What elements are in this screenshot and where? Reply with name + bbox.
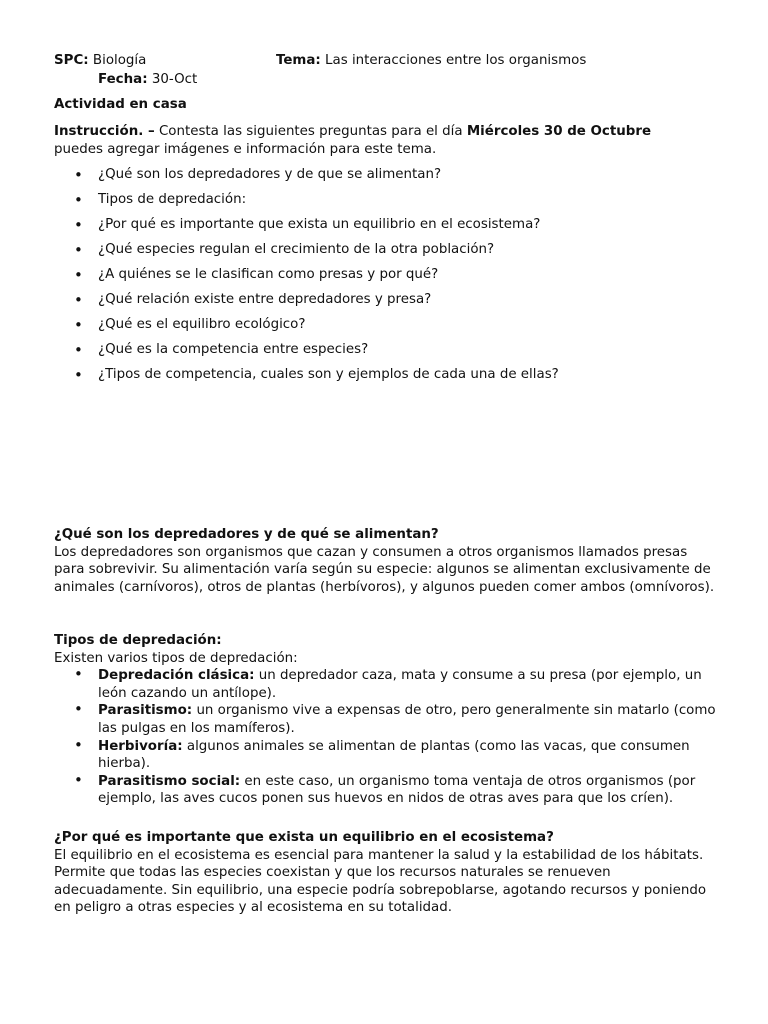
list-item [54,341,559,366]
list-item [54,770,720,808]
topic-line [276,53,586,68]
section-intro: Existen varios tipos de depredación: [54,650,298,666]
type-term: Parasitismo: [98,703,193,719]
section-paragraph: El equilibrio en el ecosistema es esencial para mantener la salud y la estabilidad de los hábitats. Permite que todas las especies coexistan y que los recursos naturales se renueven adecuadamente. Sin equilibrio, una especie podría sobrepoblarse, agotando recursos y poniendo en peligro a otras especies y al ecosistema en su totalidad. [54,847,707,916]
list-item [54,366,559,391]
instruction-text-after: puedes agregar imágenes e información para este tema. [54,142,437,157]
predation-types-list [54,667,720,808]
question-text: Tipos de depredación: [98,192,247,207]
type-term: Parasitismo social: [98,773,241,789]
type-desc: en este caso, un organismo toma ventaja de otros organismos (por ejemplo, las aves cucos ponen sus huevos en nidos de otras aves para que los críen). [98,773,696,807]
question-text: ¿Qué es la competencia entre especies? [98,342,369,357]
question-text: ¿Qué especies regulan el crecimiento de la otra población? [98,242,495,257]
date-line [98,72,197,87]
section-paragraph: Los depredadores son organismos que cazan y consumen a otros organismos llamados presas para sobrevivir. Su alimentación varía según su especie: algunos se alimentan exclusivamente de animales (carnívoros), otros de plantas (herbívoros), y algunos pueden comer ambos (omnívoros). [54,544,715,595]
question-text: ¿A quiénes se le clasifican como presas y por qué? [98,267,439,282]
fecha-label: Fecha: [98,72,148,87]
instruction-label: Instrucción. – [54,124,155,139]
bullet-icon: • [74,291,83,309]
section-heading: ¿Por qué es importante que exista un equilibrio en el ecosistema? [54,830,554,845]
answer-equilibrio [54,829,720,917]
spc-label: SPC: [54,53,89,68]
instruction-text: Contesta las siguientes preguntas para el día [158,124,463,139]
question-text: ¿Qué son los depredadores y de que se alimentan? [98,167,442,182]
bullet-icon: • [74,241,83,259]
question-text: ¿Por qué es importante que exista un equilibrio en el ecosistema? [98,217,541,232]
list-item [54,166,559,191]
bullet-icon: • [74,770,83,789]
bullet-icon: • [74,191,83,209]
list-item [54,735,720,773]
bullet-icon: • [74,166,83,184]
answer-tipos [54,632,720,808]
list-item [54,702,720,737]
bullet-icon: • [74,735,83,754]
type-desc: un organismo vive a expensas de otro, pero generalmente sin matarlo (como las pulgas en los mamíferos). [98,703,716,736]
tema-value: Las interacciones entre los organismos [325,53,587,68]
type-desc: algunos animales se alimentan de plantas (como las vacas, que consumen hierba). [98,738,690,772]
bullet-icon: • [74,366,83,384]
activity-title: Actividad en casa [54,97,187,112]
bullet-icon: • [74,216,83,234]
list-item [54,266,559,291]
question-text: ¿Qué es el equilibro ecológico? [98,317,306,332]
list-item [54,241,559,266]
list-item [54,291,559,316]
bullet-icon: • [74,700,83,719]
type-term: Herbivoría: [98,738,183,754]
fecha-value: 30-Oct [151,72,198,87]
section-heading: ¿Qué son los depredadores y de qué se alimentan? [54,527,439,542]
type-term: Depredación clásica: [98,668,255,684]
list-item [54,316,559,341]
question-text: ¿Qué relación existe entre depredadores y presa? [98,292,432,307]
bullet-icon: • [74,316,83,334]
subject-line [54,53,146,68]
section-heading: Tipos de depredación: [54,633,222,648]
spc-value: Biología [92,53,147,68]
question-list [54,166,559,391]
list-item [54,191,559,216]
type-desc: un depredador caza, mata y consume a su presa (por ejemplo, un león cazando un antílope). [98,668,702,701]
bullet-icon: • [74,665,83,684]
list-item [54,667,720,702]
answer-depredadores [54,526,720,596]
tema-label: Tema: [276,53,321,68]
bullet-icon: • [74,341,83,359]
question-text: ¿Tipos de competencia, cuales son y ejemplos de cada una de ellas? [98,367,559,382]
instruction-date: Miércoles 30 de Octubre [466,124,652,139]
instruction-paragraph [54,123,714,159]
list-item [54,216,559,241]
bullet-icon: • [74,266,83,284]
